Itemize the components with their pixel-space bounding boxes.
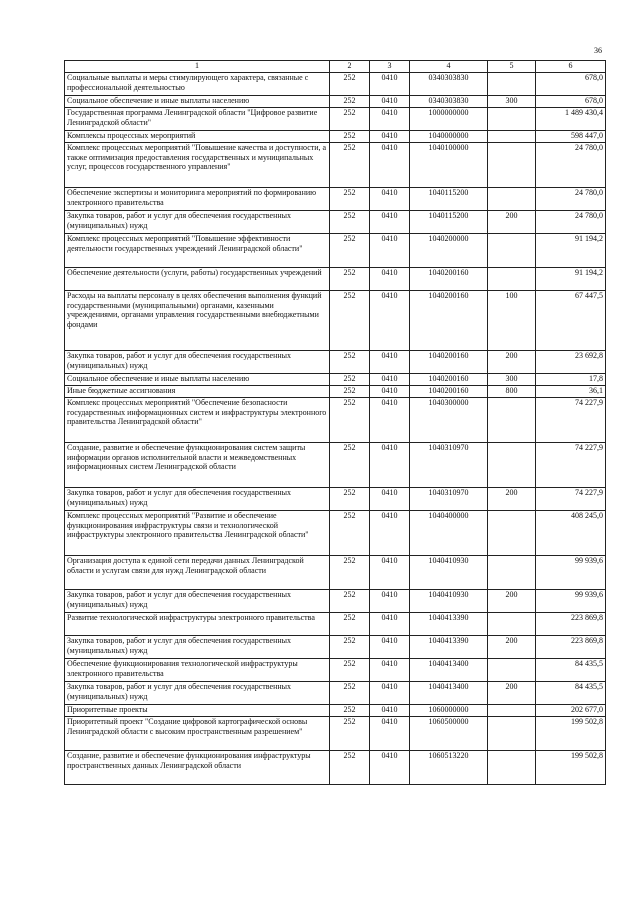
table-row bbox=[65, 659, 606, 682]
target-article-cell: 1040310970 bbox=[410, 443, 488, 488]
target-article-cell: 1040200160 bbox=[410, 268, 488, 291]
row-name-cell: Создание, развитие и обеспечение функционирования инфраструктуры пространственных данных Ленинградской области bbox=[65, 751, 330, 785]
amount-cell: 678,0 bbox=[536, 73, 606, 96]
expense-type-cell bbox=[488, 268, 536, 291]
expense-type-cell bbox=[488, 705, 536, 717]
target-article-cell: 1040200160 bbox=[410, 386, 488, 398]
amount-cell: 91 194,2 bbox=[536, 234, 606, 268]
section-code-cell: 0410 bbox=[370, 590, 410, 613]
expense-type-cell bbox=[488, 659, 536, 682]
row-name-cell: Организация доступа к единой сети передачи данных Ленинградской области и услугам связи для нужд Ленинградской области bbox=[65, 556, 330, 590]
row-name-cell: Обеспечение экспертизы и мониторинга мероприятий по формированию электронного правительства bbox=[65, 188, 330, 211]
row-name-cell: Закупка товаров, работ и услуг для обеспечения государственных (муниципальных) нужд bbox=[65, 636, 330, 659]
expense-type-cell: 800 bbox=[488, 386, 536, 398]
expense-type-cell bbox=[488, 751, 536, 785]
row-name-cell: Закупка товаров, работ и услуг для обеспечения государственных (муниципальных) нужд bbox=[65, 682, 330, 705]
section-code-cell: 0410 bbox=[370, 108, 410, 131]
admin-code-cell: 252 bbox=[330, 386, 370, 398]
admin-code-cell: 252 bbox=[330, 398, 370, 443]
column-header: 6 bbox=[536, 61, 606, 73]
section-code-cell: 0410 bbox=[370, 682, 410, 705]
admin-code-cell: 252 bbox=[330, 143, 370, 188]
amount-cell: 84 435,5 bbox=[536, 659, 606, 682]
table-row bbox=[65, 73, 606, 96]
table-row bbox=[65, 291, 606, 351]
admin-code-cell: 252 bbox=[330, 234, 370, 268]
target-article-cell: 1040100000 bbox=[410, 143, 488, 188]
expense-type-cell: 200 bbox=[488, 682, 536, 705]
section-code-cell: 0410 bbox=[370, 705, 410, 717]
expense-type-cell bbox=[488, 556, 536, 590]
amount-cell: 24 780,0 bbox=[536, 143, 606, 188]
table-row bbox=[65, 636, 606, 659]
row-name-cell: Закупка товаров, работ и услуг для обеспечения государственных (муниципальных) нужд bbox=[65, 211, 330, 234]
section-code-cell: 0410 bbox=[370, 613, 410, 636]
admin-code-cell: 252 bbox=[330, 108, 370, 131]
row-name-cell: Комплекс процессных мероприятий "Повышение эффективности деятельности государственных учреждений Ленинградской области" bbox=[65, 234, 330, 268]
admin-code-cell: 252 bbox=[330, 717, 370, 751]
admin-code-cell: 252 bbox=[330, 131, 370, 143]
row-name-cell: Комплекс процессных мероприятий "Обеспечение безопасности государственных информационных систем и инфраструктуры электронного правительства Ленинградской области" bbox=[65, 398, 330, 443]
admin-code-cell: 252 bbox=[330, 705, 370, 717]
target-article-cell: 1040310970 bbox=[410, 488, 488, 511]
table-row bbox=[65, 556, 606, 590]
table-row bbox=[65, 717, 606, 751]
column-header: 5 bbox=[488, 61, 536, 73]
expense-type-cell: 300 bbox=[488, 374, 536, 386]
admin-code-cell: 252 bbox=[330, 659, 370, 682]
expense-type-cell bbox=[488, 613, 536, 636]
section-code-cell: 0410 bbox=[370, 659, 410, 682]
expense-type-cell: 300 bbox=[488, 96, 536, 108]
expense-type-cell bbox=[488, 108, 536, 131]
row-name-cell: Иные бюджетные ассигнования bbox=[65, 386, 330, 398]
row-name-cell: Закупка товаров, работ и услуг для обеспечения государственных (муниципальных) нужд bbox=[65, 488, 330, 511]
table-row bbox=[65, 351, 606, 374]
target-article-cell: 1040413390 bbox=[410, 613, 488, 636]
amount-cell: 408 245,0 bbox=[536, 511, 606, 556]
target-article-cell: 1040115200 bbox=[410, 211, 488, 234]
expense-type-cell bbox=[488, 398, 536, 443]
table-row bbox=[65, 188, 606, 211]
expense-type-cell bbox=[488, 511, 536, 556]
table-row bbox=[65, 131, 606, 143]
amount-cell: 678,0 bbox=[536, 96, 606, 108]
row-name-cell: Создание, развитие и обеспечение функционирования систем защиты информации органов исполнительной власти и межведомственных информационных систем Ленинградской области bbox=[65, 443, 330, 488]
row-name-cell: Обеспечение деятельности (услуги, работы) государственных учреждений bbox=[65, 268, 330, 291]
table-row bbox=[65, 511, 606, 556]
row-name-cell: Комплекс процессных мероприятий "Повышение качества и доступности, а также оптимизация предоставления государственных и муниципальных услуг, процессов государственного управления" bbox=[65, 143, 330, 188]
amount-cell: 74 227,9 bbox=[536, 443, 606, 488]
section-code-cell: 0410 bbox=[370, 398, 410, 443]
admin-code-cell: 252 bbox=[330, 268, 370, 291]
amount-cell: 23 692,8 bbox=[536, 351, 606, 374]
amount-cell: 74 227,9 bbox=[536, 398, 606, 443]
table-row bbox=[65, 682, 606, 705]
table-row bbox=[65, 374, 606, 386]
target-article-cell: 1060000000 bbox=[410, 705, 488, 717]
column-header: 3 bbox=[370, 61, 410, 73]
row-name-cell: Государственная программа Ленинградской области "Цифровое развитие Ленинградской области" bbox=[65, 108, 330, 131]
row-name-cell: Социальные выплаты и меры стимулирующего характера, связанные с профессиональной деятельностью bbox=[65, 73, 330, 96]
section-code-cell: 0410 bbox=[370, 268, 410, 291]
expense-type-cell bbox=[488, 717, 536, 751]
amount-cell: 223 869,8 bbox=[536, 613, 606, 636]
admin-code-cell: 252 bbox=[330, 211, 370, 234]
admin-code-cell: 252 bbox=[330, 188, 370, 211]
amount-cell: 199 502,8 bbox=[536, 717, 606, 751]
table-row bbox=[65, 108, 606, 131]
section-code-cell: 0410 bbox=[370, 511, 410, 556]
table-row bbox=[65, 143, 606, 188]
admin-code-cell: 252 bbox=[330, 291, 370, 351]
row-name-cell: Закупка товаров, работ и услуг для обеспечения государственных (муниципальных) нужд bbox=[65, 590, 330, 613]
row-name-cell: Закупка товаров, работ и услуг для обеспечения государственных (муниципальных) нужд bbox=[65, 351, 330, 374]
expense-type-cell bbox=[488, 443, 536, 488]
admin-code-cell: 252 bbox=[330, 351, 370, 374]
row-name-cell: Комплексы процессных мероприятий bbox=[65, 131, 330, 143]
amount-cell: 598 447,0 bbox=[536, 131, 606, 143]
table-row bbox=[65, 211, 606, 234]
amount-cell: 84 435,5 bbox=[536, 682, 606, 705]
expense-type-cell bbox=[488, 234, 536, 268]
table-row bbox=[65, 234, 606, 268]
expense-type-cell: 200 bbox=[488, 590, 536, 613]
target-article-cell: 1040300000 bbox=[410, 398, 488, 443]
target-article-cell: 1040200160 bbox=[410, 374, 488, 386]
table-row bbox=[65, 96, 606, 108]
admin-code-cell: 252 bbox=[330, 511, 370, 556]
expense-type-cell bbox=[488, 131, 536, 143]
row-name-cell: Приоритетные проекты bbox=[65, 705, 330, 717]
amount-cell: 202 677,0 bbox=[536, 705, 606, 717]
admin-code-cell: 252 bbox=[330, 556, 370, 590]
amount-cell: 24 780,0 bbox=[536, 211, 606, 234]
table-row bbox=[65, 268, 606, 291]
target-article-cell: 1060513220 bbox=[410, 751, 488, 785]
section-code-cell: 0410 bbox=[370, 188, 410, 211]
admin-code-cell: 252 bbox=[330, 443, 370, 488]
expense-type-cell: 100 bbox=[488, 291, 536, 351]
table-row bbox=[65, 613, 606, 636]
table-row bbox=[65, 590, 606, 613]
section-code-cell: 0410 bbox=[370, 351, 410, 374]
admin-code-cell: 252 bbox=[330, 590, 370, 613]
expense-type-cell: 200 bbox=[488, 351, 536, 374]
amount-cell: 1 489 430,4 bbox=[536, 108, 606, 131]
admin-code-cell: 252 bbox=[330, 96, 370, 108]
amount-cell: 74 227,9 bbox=[536, 488, 606, 511]
row-name-cell: Комплекс процессных мероприятий "Развитие и обеспечение функционирования инфраструктуры связи и технологической инфраструктуры электронного правительства Ленинградской области" bbox=[65, 511, 330, 556]
section-code-cell: 0410 bbox=[370, 556, 410, 590]
expense-type-cell bbox=[488, 188, 536, 211]
row-name-cell: Социальное обеспечение и иные выплаты населению bbox=[65, 96, 330, 108]
admin-code-cell: 252 bbox=[330, 73, 370, 96]
target-article-cell: 1040000000 bbox=[410, 131, 488, 143]
target-article-cell: 0340303830 bbox=[410, 73, 488, 96]
column-header: 2 bbox=[330, 61, 370, 73]
expense-type-cell: 200 bbox=[488, 488, 536, 511]
row-name-cell: Обеспечение функционирования технологической инфраструктуры электронного правительства bbox=[65, 659, 330, 682]
target-article-cell: 1040410930 bbox=[410, 556, 488, 590]
expense-type-cell: 200 bbox=[488, 211, 536, 234]
row-name-cell: Развитие технологической инфраструктуры электронного правительства bbox=[65, 613, 330, 636]
admin-code-cell: 252 bbox=[330, 682, 370, 705]
section-code-cell: 0410 bbox=[370, 717, 410, 751]
table-row bbox=[65, 705, 606, 717]
target-article-cell: 1040410930 bbox=[410, 590, 488, 613]
amount-cell: 36,1 bbox=[536, 386, 606, 398]
amount-cell: 24 780,0 bbox=[536, 188, 606, 211]
row-name-cell: Расходы на выплаты персоналу в целях обеспечения выполнения функций государственными (муниципальными) органами, казенными учреждениями, органами управления государственными внебюджетными фондами bbox=[65, 291, 330, 351]
target-article-cell: 1040413400 bbox=[410, 659, 488, 682]
admin-code-cell: 252 bbox=[330, 613, 370, 636]
column-header: 4 bbox=[410, 61, 488, 73]
table-row bbox=[65, 398, 606, 443]
expense-type-cell: 200 bbox=[488, 636, 536, 659]
amount-cell: 223 869,8 bbox=[536, 636, 606, 659]
table-row bbox=[65, 386, 606, 398]
section-code-cell: 0410 bbox=[370, 291, 410, 351]
admin-code-cell: 252 bbox=[330, 374, 370, 386]
admin-code-cell: 252 bbox=[330, 751, 370, 785]
amount-cell: 67 447,5 bbox=[536, 291, 606, 351]
admin-code-cell: 252 bbox=[330, 488, 370, 511]
section-code-cell: 0410 bbox=[370, 443, 410, 488]
section-code-cell: 0410 bbox=[370, 751, 410, 785]
section-code-cell: 0410 bbox=[370, 96, 410, 108]
target-article-cell: 1040200160 bbox=[410, 291, 488, 351]
admin-code-cell: 252 bbox=[330, 636, 370, 659]
section-code-cell: 0410 bbox=[370, 386, 410, 398]
target-article-cell: 1040200000 bbox=[410, 234, 488, 268]
table-row bbox=[65, 443, 606, 488]
amount-cell: 99 939,6 bbox=[536, 590, 606, 613]
target-article-cell: 1040200160 bbox=[410, 351, 488, 374]
page-number: 36 bbox=[594, 46, 602, 55]
table-body bbox=[65, 73, 606, 785]
amount-cell: 199 502,8 bbox=[536, 751, 606, 785]
target-article-cell: 1060500000 bbox=[410, 717, 488, 751]
section-code-cell: 0410 bbox=[370, 131, 410, 143]
amount-cell: 17,8 bbox=[536, 374, 606, 386]
target-article-cell: 1040413390 bbox=[410, 636, 488, 659]
amount-cell: 99 939,6 bbox=[536, 556, 606, 590]
target-article-cell: 1000000000 bbox=[410, 108, 488, 131]
budget-table bbox=[64, 60, 606, 785]
section-code-cell: 0410 bbox=[370, 636, 410, 659]
section-code-cell: 0410 bbox=[370, 73, 410, 96]
section-code-cell: 0410 bbox=[370, 211, 410, 234]
target-article-cell: 0340303830 bbox=[410, 96, 488, 108]
table-header-row bbox=[65, 61, 606, 73]
section-code-cell: 0410 bbox=[370, 374, 410, 386]
target-article-cell: 1040115200 bbox=[410, 188, 488, 211]
expense-type-cell bbox=[488, 143, 536, 188]
column-header: 1 bbox=[65, 61, 330, 73]
target-article-cell: 1040400000 bbox=[410, 511, 488, 556]
row-name-cell: Приоритетный проект "Создание цифровой картографической основы Ленинградской области с высоким пространственным разрешением" bbox=[65, 717, 330, 751]
table-row bbox=[65, 751, 606, 785]
amount-cell: 91 194,2 bbox=[536, 268, 606, 291]
row-name-cell: Социальное обеспечение и иные выплаты населению bbox=[65, 374, 330, 386]
section-code-cell: 0410 bbox=[370, 143, 410, 188]
target-article-cell: 1040413400 bbox=[410, 682, 488, 705]
section-code-cell: 0410 bbox=[370, 488, 410, 511]
expense-type-cell bbox=[488, 73, 536, 96]
section-code-cell: 0410 bbox=[370, 234, 410, 268]
table-row bbox=[65, 488, 606, 511]
